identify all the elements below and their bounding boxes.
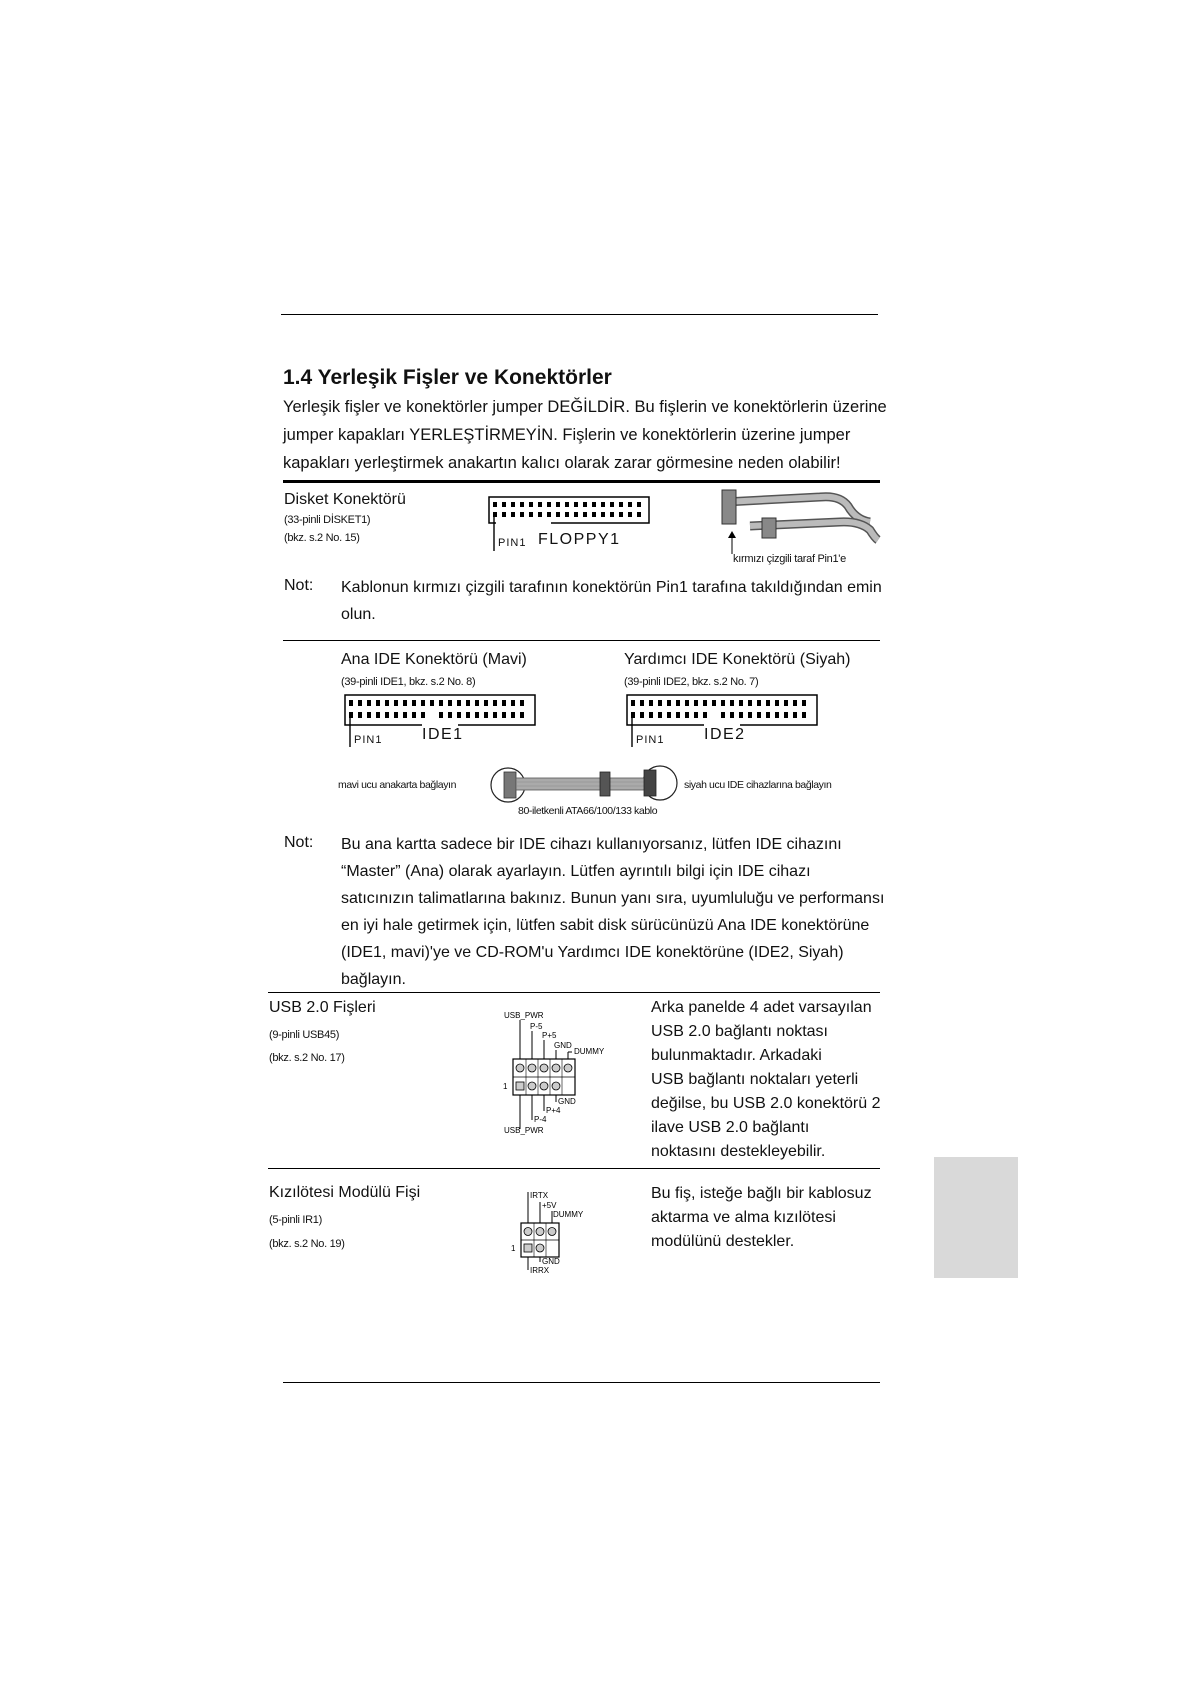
- ide-note-line: en iyi hale getirmek için, lütfen sabit disk sürücünüzü Ana IDE konektörüne: [341, 917, 870, 934]
- floppy-rule: [283, 640, 880, 641]
- ir-spec: (5-pinli IR1): [269, 1214, 322, 1226]
- ir-desc-line: aktarma ve alma kızılötesi: [651, 1209, 836, 1226]
- ide-note-line: bağlayın.: [341, 971, 406, 988]
- floppy-spec: (33-pinli DİSKET1): [284, 514, 371, 526]
- floppy-connector-label: FLOPPY1: [538, 531, 621, 548]
- usb-title: USB 2.0 Fişleri: [269, 999, 376, 1016]
- floppy-title: Disket Konektörü: [284, 491, 406, 508]
- usb-desc-line: Arka panelde 4 adet varsayılan: [651, 999, 872, 1016]
- ide-note-line: Bu ana kartta sadece bir IDE cihazı kullanıyorsanız, lütfen IDE cihazını: [341, 836, 842, 853]
- ide-note-label: Not:: [284, 834, 314, 851]
- floppy-cable-image: [720, 482, 880, 558]
- ide2-pin1-label: PIN1: [636, 734, 665, 746]
- ir-ref: (bkz. s.2 No. 19): [269, 1238, 345, 1250]
- usb-desc-line: noktasını destekleyebilir.: [651, 1143, 826, 1160]
- ir-description: [651, 1182, 872, 1254]
- usb-pin-label: P-5: [530, 1022, 543, 1031]
- ir-pin-label: 1: [511, 1244, 516, 1253]
- usb-desc-line: bulunmaktadır. Arkadaki: [651, 1047, 822, 1064]
- section-intro: [283, 393, 893, 477]
- ir-header-diagram: [508, 1188, 598, 1275]
- ide-cable-caption: 80-iletkenli ATA66/100/133 kablo: [518, 805, 658, 817]
- intro-line: jumper kapakları YERLEŞTİRMEYİN. Fişlerin ve konektörlerin üzerine jumper: [283, 426, 851, 444]
- ide-primary-spec: (39-pinli IDE1, bkz. s.2 No. 8): [341, 676, 476, 688]
- intro-line: Yerleşik fişler ve konektörler jumper DEĞİLDİR. Bu fişlerin ve konektörlerin üzerine: [283, 398, 887, 416]
- ide-secondary-spec: (39-pinli IDE2, bkz. s.2 No. 7): [624, 676, 759, 688]
- ide-note: [341, 831, 884, 993]
- usb-pin-label: USB_PWR: [504, 1011, 544, 1020]
- side-language-tab: [934, 1157, 1018, 1278]
- ide-note-line: “Master” (Ana) olarak ayarlayın. Lütfen ayrıntılı bilgi için IDE cihazı: [341, 863, 811, 880]
- ide-secondary-title: Yardımcı IDE Konektörü (Siyah): [624, 651, 851, 668]
- ide-cable-right-caption: siyah ucu IDE cihazlarına bağlayın: [684, 779, 832, 791]
- ide1-label: IDE1: [422, 726, 464, 743]
- ir-pin-label: DUMMY: [553, 1210, 584, 1219]
- ide-note-line: satıcınızın talimatlarına bakınız. Bunun yanı sıra, uyumluluğu ve performansı: [341, 890, 885, 907]
- usb-spec: (9-pinli USB45): [269, 1029, 340, 1041]
- floppy-note-line: Kablonun kırmızı çizgili tarafının konektörün Pin1 tarafına takıldığından emin: [341, 579, 882, 596]
- ir-desc-line: Bu fiş, isteğe bağlı bir kablosuz: [651, 1185, 872, 1202]
- usb-desc-line: USB 2.0 bağlantı noktası: [651, 1023, 828, 1040]
- usb-pin-label: P+4: [546, 1106, 561, 1115]
- usb-pin-label: USB_PWR: [504, 1126, 544, 1135]
- footer-rule: [283, 1382, 880, 1383]
- ide-primary-title: Ana IDE Konektörü (Mavi): [341, 651, 527, 668]
- floppy-note-line: olun.: [341, 606, 376, 623]
- usb-rule: [268, 1168, 880, 1169]
- usb-pin-label: GND: [558, 1097, 576, 1106]
- ide-note-line: (IDE1, mavi)'ye ve CD-ROM'u Yardımcı IDE konektörüne (IDE2, Siyah): [341, 944, 844, 961]
- ir-pin-label: IRTX: [530, 1191, 549, 1200]
- ide2-label: IDE2: [704, 726, 746, 743]
- floppy-pin1-label: PIN1: [498, 537, 527, 549]
- ide1-pin1-label: PIN1: [354, 734, 383, 746]
- usb-description: [651, 996, 880, 1164]
- floppy-cable-caption: kırmızı çizgili taraf Pin1'e: [733, 553, 846, 565]
- usb-desc-line: USB bağlantı noktaları yeterli: [651, 1071, 859, 1088]
- header-rule: [281, 314, 878, 315]
- ide-rule: [268, 992, 880, 993]
- ir-pin-label: +5V: [542, 1201, 557, 1210]
- usb-pin-label: 1: [503, 1082, 508, 1091]
- section-title: 1.4 Yerleşik Fişler ve Konektörler: [283, 366, 612, 389]
- usb-pin-label: GND: [554, 1041, 572, 1050]
- usb-desc-line: ilave USB 2.0 bağlantı: [651, 1119, 810, 1136]
- usb-pin-label: P+5: [542, 1031, 557, 1040]
- ir-title: Kızılötesi Modülü Fişi: [269, 1184, 421, 1201]
- usb-pin-label: P-4: [534, 1115, 547, 1124]
- ide-cable-left-caption: mavi ucu anakarta bağlayın: [338, 779, 457, 791]
- floppy-ref: (bkz. s.2 No. 15): [284, 532, 360, 544]
- usb-pin-label: DUMMY: [574, 1047, 605, 1056]
- ir-pin-label: IRRX: [530, 1266, 550, 1275]
- usb-header-diagram: [498, 1004, 608, 1136]
- usb-ref: (bkz. s.2 No. 17): [269, 1052, 345, 1064]
- floppy-note: [341, 574, 882, 628]
- intro-line: kapakları yerleştirmek anakartın kalıcı olarak zarar görmesine neden olabilir!: [283, 454, 841, 472]
- ir-desc-line: modülünü destekler.: [651, 1233, 795, 1250]
- floppy-note-label: Not:: [284, 577, 314, 594]
- ide-cable-image: [488, 764, 680, 806]
- ir-pin-label: GND: [542, 1257, 560, 1266]
- usb-desc-line: değilse, bu USB 2.0 konektörü 2: [651, 1095, 881, 1112]
